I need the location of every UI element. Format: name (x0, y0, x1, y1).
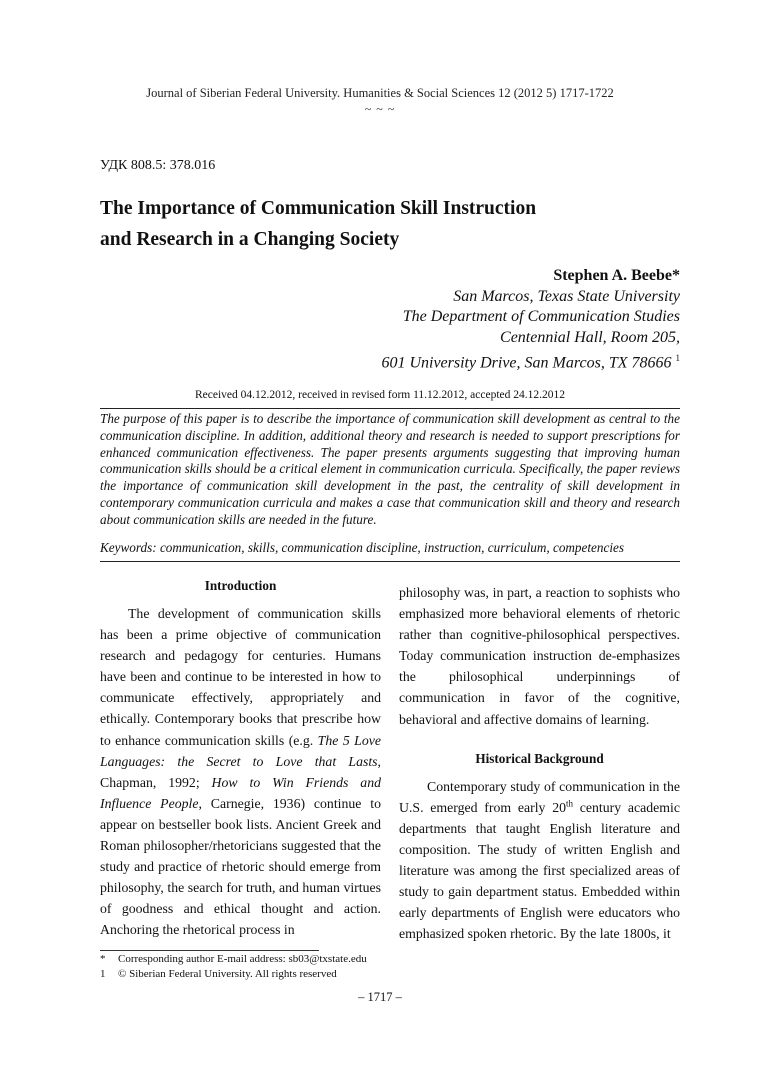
affiliation-line (381, 348, 680, 374)
title-line-2: and Research in a Changing Society (100, 229, 400, 250)
footnote-mark: * (100, 953, 106, 965)
section-heading-introduction: Introduction (204, 578, 277, 593)
affiliation-mark: 1 (675, 353, 680, 363)
footnote-mark: 1 (100, 968, 106, 980)
header-separator: ~ ~ ~ (364, 102, 396, 116)
abstract-bottom-rule (100, 561, 680, 562)
journal-header: Journal of Siberian Federal University. Humanities & Social Sciences 12 (2012 5) 1717-1722 (146, 86, 614, 100)
intro-text: , Carnegie, 1936) continue to appear on bestseller book lists. Ancient Greek and Roman philosopher/rhetoricians suggested that the study and practice of rhetoric should emerge from philosophy, the search for truth, and human virtues of goodness and ethical thought and action. Anchoring the rhetorical process in (100, 795, 381, 938)
page-number: – 1717 – (358, 990, 402, 1004)
footnote (100, 967, 367, 982)
body-column-right (399, 582, 680, 944)
history-text: Contemporary study of communication in the U.S. emerged from early 20 (399, 778, 680, 815)
affiliation-line: The Department of Communication Studies (402, 308, 680, 325)
footnote-rule (100, 950, 319, 951)
intro-paragraph (100, 603, 381, 941)
abstract-top-rule (100, 408, 680, 409)
udk-code: УДК 808.5: 378.016 (100, 158, 216, 173)
section-heading-historical-background: Historical Background (475, 750, 604, 766)
affiliation-line: Centennial Hall, Room 205, (500, 328, 680, 346)
body-column-left (100, 577, 381, 941)
received-dates: Received 04.12.2012, received in revised form 11.12.2012, accepted 24.12.2012 (194, 389, 566, 401)
affiliation-line: San Marcos, Texas State University (453, 287, 680, 305)
intro-text: , Chapman, 1992; (100, 753, 381, 790)
superscript: th (566, 798, 574, 809)
footnotes (100, 952, 367, 982)
intro-paragraph-continued: philosophy was, in part, a reaction to sophists who emphasized more behavioral elements of rhetoric rather than cognitive-philosophical perspectives. Today communication instruction de-emphasizes the philosophical underpinnings of communication in favor of the cognitive, behavioral and affective domains of learning. (399, 585, 680, 727)
book-title: How to Win Friends and Influence People (100, 774, 381, 811)
author-name: Stephen A. Beebe* (553, 267, 680, 284)
keywords: Keywords: communication, skills, communication discipline, instruction, curriculum, competencies (100, 540, 624, 555)
history-paragraph (399, 776, 680, 945)
history-text: century academic departments that taught English literature and composition. The study of written English and literature was among the first specialized areas of study to gain department status. Embedded within early departments of English were educators who emphasized spoken rhetoric. By the late 1800s, it (399, 799, 680, 942)
intro-text: The development of communication skills has been a prime objective of communication research and pedagogy for centuries. Humans have been and continue to be interested in how to communicate effectively, appropriately and ethically. Contemporary books that prescribe how to enhance communication skills (e.g. (100, 606, 381, 748)
paper-title (100, 193, 660, 255)
author-block (381, 266, 680, 374)
footnote (100, 952, 367, 967)
title-line-1: The Importance of Communication Skill Instruction (100, 198, 537, 219)
footnote-text: Corresponding author E-mail address: sb03@txstate.edu (118, 953, 367, 965)
footnote-text: © Siberian Federal University. All rights reserved (118, 968, 337, 980)
abstract: The purpose of this paper is to describe the importance of communication skill development as central to the communication discipline. In addition, additional theory and research is needed to support prescriptions for enhanced communication effectiveness. The paper presents arguments suggesting that improving human communication skills should be a critical element in communication curricula. Specifically, the paper reviews the importance of communication skill development in the past, the centrality of skill development in contemporary communication curricula and makes a case that communication skill and theory and research about communication skills are needed in the future. (100, 411, 680, 527)
affiliation-address: 601 University Drive, San Marcos, TX 78666 (381, 354, 672, 372)
book-title: The 5 Love Languages: the Secret to Love that Lasts (100, 732, 381, 769)
